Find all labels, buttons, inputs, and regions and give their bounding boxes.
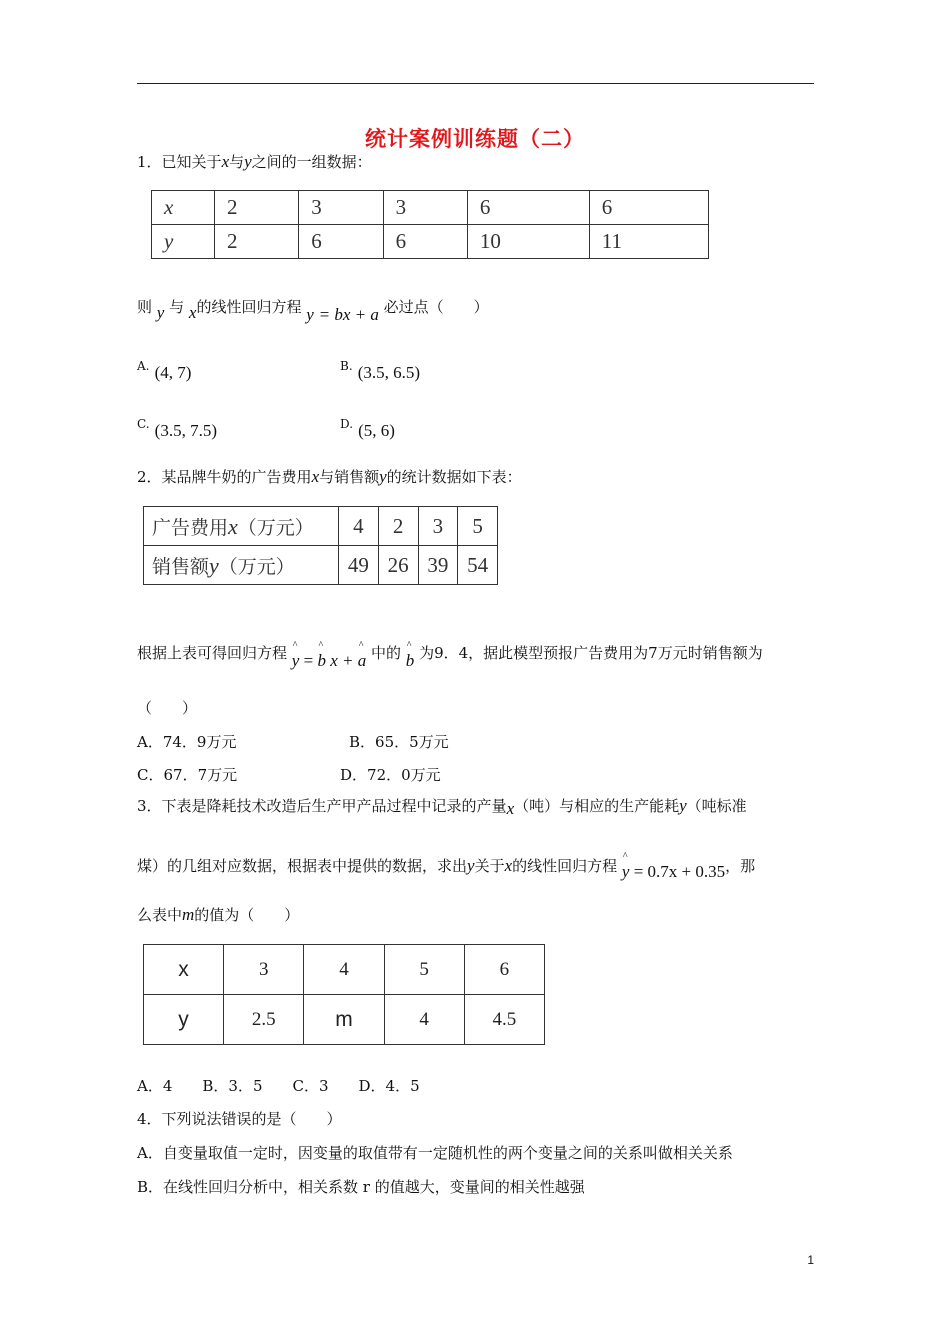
q1-row-0 xyxy=(152,191,709,225)
q3-text-2: （吨）与相应的生产能耗 xyxy=(514,797,680,815)
q3-cell-r1-c0: 2.5 xyxy=(224,995,304,1045)
q1-number: 1． xyxy=(137,153,162,171)
q1-stem-x: x xyxy=(188,303,197,322)
q3-cell-r1-c3: 4.5 xyxy=(464,995,544,1045)
q2-option-b[interactable] xyxy=(349,731,449,752)
q2-row-1-head-unit: （万元） xyxy=(218,555,295,578)
q1-cell-r1-c2: 6 xyxy=(383,225,467,259)
q1-option-c-value: (3.5, 7.5) xyxy=(154,421,217,440)
q1-option-d[interactable] xyxy=(340,413,395,440)
q1-row-0-header: x xyxy=(152,191,215,225)
q1-option-a-value: (4, 7) xyxy=(154,363,192,382)
q3-number: 3． xyxy=(137,797,162,815)
q1-equation xyxy=(306,306,379,324)
q2-option-c[interactable] xyxy=(137,764,237,785)
q2-cell-r0-c1: 2 xyxy=(378,507,418,546)
q1-option-c-label: C. xyxy=(137,417,150,431)
q2-text-2: 与销售额 xyxy=(319,468,380,486)
q3-cell-r0-c2: 5 xyxy=(384,945,464,995)
q2-stem xyxy=(137,466,522,487)
q2-option-a-label: A． xyxy=(137,733,163,751)
q2-cell-r1-c3: 54 xyxy=(458,546,498,585)
q3-options[interactable]: A．4 B．3．5 C．3 D．4．5 xyxy=(137,1077,420,1095)
q3-var-y: y xyxy=(679,796,687,815)
q1-cell-r1-c3: 10 xyxy=(467,225,589,259)
q2-eq-b: ^ b xyxy=(317,651,326,671)
q2-option-b-label: B． xyxy=(349,733,376,751)
q2-cell-r0-c3: 5 xyxy=(458,507,498,546)
q2-stem-b: 中的 xyxy=(371,644,402,662)
q1-cell-r0-c0: 2 xyxy=(215,191,299,225)
q1-stem-a: 则 xyxy=(137,298,153,316)
q2-option-c-value: 67．7万元 xyxy=(163,766,238,784)
q1-option-a[interactable] xyxy=(137,355,192,382)
q1-stem-d: 必过点（ ） xyxy=(383,298,489,316)
q2-option-c-label: C． xyxy=(137,766,164,784)
q2-option-a-value: 74．9万元 xyxy=(162,733,237,751)
q2-row-0-head-var: x xyxy=(228,513,238,539)
q1-cell-r0-c4: 6 xyxy=(589,191,708,225)
q1-option-c[interactable] xyxy=(137,413,217,440)
q4-option-b[interactable]: B．在线性回归分析中，相关系数 r 的值越大，变量间的相关性越强 xyxy=(137,1178,585,1196)
q2-data-table xyxy=(143,506,498,585)
q1-text-3: 之间的一组数据： xyxy=(251,153,372,171)
q2-cell-r0-c2: 3 xyxy=(418,507,458,546)
q3-eq-rest: = 0.7x + 0.35 xyxy=(629,862,726,881)
q2-stem-bhat: ^ b xyxy=(406,651,415,671)
q2-row-0-head-unit: （万元） xyxy=(237,516,314,539)
q3-line3-a: 么表中 xyxy=(137,906,183,924)
q3-line2-x: x xyxy=(504,856,513,875)
q2-cell-r1-c2: 39 xyxy=(418,546,458,585)
q3-cell-r1-c2: 4 xyxy=(384,995,464,1045)
page-number: 1 xyxy=(807,1253,814,1267)
q1-stem-c: 的线性回归方程 xyxy=(196,298,302,316)
page-title: 统计案例训练题（二） xyxy=(365,126,585,151)
q3-cell-r0-c3: 6 xyxy=(464,945,544,995)
q2-row-0-head-text: 广告费用 xyxy=(152,516,229,539)
q2-row-1 xyxy=(144,546,498,585)
q1-cell-r0-c3: 6 xyxy=(467,191,589,225)
q3-line3-m: m xyxy=(182,905,195,924)
q1-option-b[interactable] xyxy=(340,355,421,382)
q2-var-y: y xyxy=(379,467,387,486)
q3-row-1-header: y xyxy=(144,995,224,1045)
q2-eq-y: ^ y xyxy=(292,651,300,671)
q2-stem-a: 根据上表可得回归方程 xyxy=(137,644,288,662)
q1-stem-b: 与 xyxy=(169,298,185,316)
q2-cell-r0-c0: 4 xyxy=(339,507,379,546)
q2-row-0-header xyxy=(144,507,339,546)
q1-text-1: 已知关于 xyxy=(161,153,222,171)
q3-text-3: （吨标准 xyxy=(686,797,747,815)
q2-option-a[interactable] xyxy=(137,731,236,752)
q3-row-0 xyxy=(144,945,545,995)
q2-number: 2． xyxy=(137,468,162,486)
q4-option-a[interactable]: A．自变量取值一定时，因变量的取值带有一定随机性的两个变量之间的关系叫做相关关系 xyxy=(137,1144,733,1162)
q2-question xyxy=(137,642,763,670)
q3-line2-a: 煤）的几组对应数据，根据表中提供的数据，求出 xyxy=(137,857,468,875)
q2-option-d[interactable] xyxy=(340,764,441,785)
q3-line2-d: ，那 xyxy=(725,857,756,875)
q3-equation xyxy=(622,863,725,881)
q1-option-b-value: (3.5, 6.5) xyxy=(357,363,421,382)
q2-eq-x: x + xyxy=(325,651,358,670)
q1-text-2: 与 xyxy=(229,153,245,171)
q3-eq-y: ^ y xyxy=(622,862,630,882)
q1-option-d-label: D. xyxy=(340,417,354,431)
q2-row-1-header xyxy=(144,546,339,585)
q1-option-a-label: A. xyxy=(137,359,150,373)
q4-number: 4． xyxy=(137,1110,162,1128)
q2-cell-r1-c0: 49 xyxy=(339,546,379,585)
q1-data-table xyxy=(151,190,709,259)
q3-cell-r0-c1: 4 xyxy=(304,945,384,995)
q3-stem-line-3 xyxy=(137,904,299,925)
q1-option-d-value: (5, 6) xyxy=(358,421,395,440)
q1-row-1 xyxy=(152,225,709,259)
q1-stem-y: y xyxy=(156,303,165,322)
q2-eq-eq: = xyxy=(299,651,318,670)
q2-row-1-head-text: 销售额 xyxy=(152,555,210,578)
q2-stem-c: 为9．4，据此模型预报广告费用为7万元时销售额为 xyxy=(419,644,763,662)
q2-text-1: 某品牌牛奶的广告费用 xyxy=(161,468,312,486)
q1-cell-r1-c0: 2 xyxy=(215,225,299,259)
q3-stem-line-2 xyxy=(137,855,756,881)
q3-row-0-header: x xyxy=(144,945,224,995)
q4-stem-text: 下列说法错误的是（ ） xyxy=(161,1110,342,1128)
q2-cell-r1-c1: 26 xyxy=(378,546,418,585)
q2-row-0 xyxy=(144,507,498,546)
q3-var-x: x xyxy=(506,799,515,818)
q2-equation xyxy=(292,652,366,670)
q4-stem xyxy=(137,1108,342,1129)
q2-answer-bracket: （ ） xyxy=(137,699,198,717)
q1-stem xyxy=(137,151,372,172)
q1-var-x: x xyxy=(221,152,230,171)
q1-cell-r0-c2: 3 xyxy=(383,191,467,225)
q1-eq-rest: = bx + a xyxy=(318,305,379,324)
q3-data-table xyxy=(143,944,545,1045)
q1-cell-r1-c4: 11 xyxy=(589,225,708,259)
q3-stem-line-1 xyxy=(137,795,747,816)
q3-line2-c: 的线性回归方程 xyxy=(512,857,618,875)
q3-cell-r0-c0: 3 xyxy=(224,945,304,995)
q1-question xyxy=(137,296,489,324)
q3-text-1: 下表是降耗技术改造后生产甲产品过程中记录的产量 xyxy=(161,797,507,815)
q1-row-1-header: y xyxy=(152,225,215,259)
q2-text-3: 的统计数据如下表： xyxy=(386,468,522,486)
q3-cell-r1-c1: m xyxy=(304,995,384,1045)
header-rule xyxy=(137,83,814,84)
q1-cell-r1-c1: 6 xyxy=(299,225,383,259)
q2-option-d-label: D． xyxy=(340,766,368,784)
q2-var-x: x xyxy=(311,467,320,486)
q1-var-y: y xyxy=(244,152,252,171)
q2-option-b-value: 65．5万元 xyxy=(375,733,449,751)
q1-cell-r0-c1: 3 xyxy=(299,191,383,225)
q3-line2-b: 关于 xyxy=(474,857,505,875)
q2-row-1-head-var: y xyxy=(209,552,219,578)
q1-option-b-label: B. xyxy=(340,359,353,373)
q3-line3-b: 的值为（ ） xyxy=(194,906,300,924)
q2-eq-a: ^ a xyxy=(358,651,367,671)
q3-line2-y: y xyxy=(467,856,475,875)
q2-option-d-value: 72．0万元 xyxy=(367,766,441,784)
q1-eq-y: y xyxy=(306,305,314,324)
q3-row-1 xyxy=(144,995,545,1045)
